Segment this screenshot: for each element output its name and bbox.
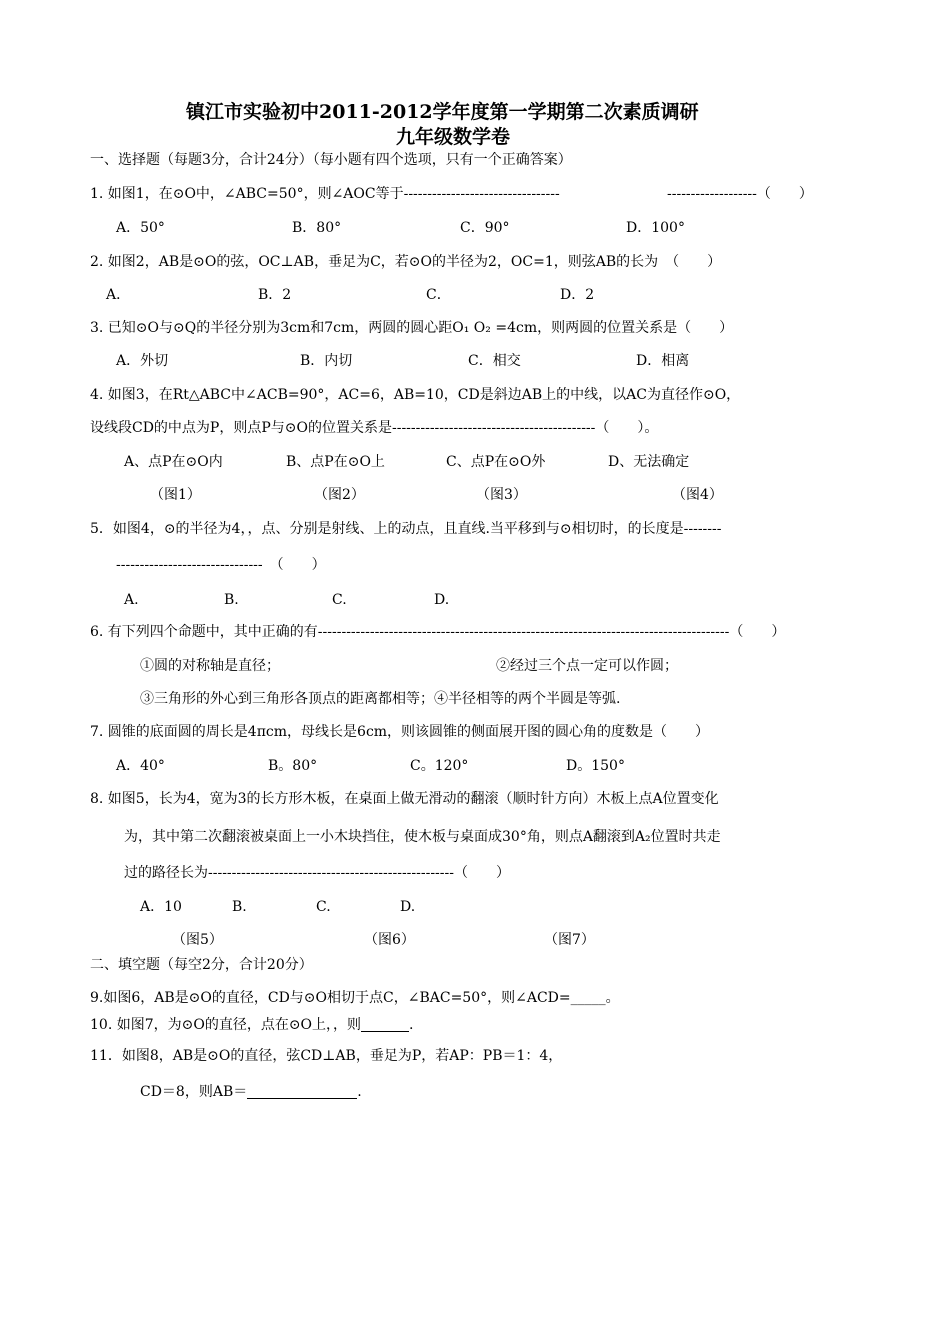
question-6-proposition-3-4: ③三角形的外心到三角形各顶点的距离都相等；④半径相等的两个半圆是等弧. xyxy=(140,691,621,707)
question-6-proposition-1: ①圆的对称轴是直径； xyxy=(140,658,280,674)
question-5-option-c: C. xyxy=(332,592,347,608)
question-7-option-c: C。120° xyxy=(410,758,469,774)
question-1-tail: -------------------（ ） xyxy=(667,186,813,202)
question-7-option-d: D。150° xyxy=(566,758,625,774)
question-3-option-d: D．相离 xyxy=(636,353,690,369)
question-2-option-c: C． xyxy=(426,287,451,303)
question-1-option-d: D．100° xyxy=(626,220,685,236)
question-1-option-c: C．90° xyxy=(460,220,510,236)
question-10-end: . xyxy=(409,1017,414,1033)
question-8-option-a: A．10 xyxy=(140,899,182,915)
question-6-stem: 6. 有下列四个命题中，其中正确的有---------------------------------------------------------------------------------------（ ） xyxy=(90,624,786,640)
question-10 xyxy=(90,1017,414,1032)
question-3-option-c: C．相交 xyxy=(468,353,521,369)
question-1-option-a: A．50° xyxy=(116,220,165,236)
question-9: 9.如图6，AB是⊙O的直径，CD与⊙O相切于点C，∠BAC=50°，则∠ACD=_____。 xyxy=(90,990,620,1006)
question-8-line3: 过的路径长为----------------------------------------------------（ ） xyxy=(124,865,510,881)
figure-6-label: （图6） xyxy=(364,932,415,948)
figure-2-label: （图2） xyxy=(314,487,365,503)
question-5-option-b: B. xyxy=(224,592,239,608)
figure-1-label: （图1） xyxy=(150,487,201,503)
question-7-stem: 7. 圆锥的底面圆的周长是4πcm，母线长是6cm，则该圆锥的侧面展开图的圆心角的度数是（ ） xyxy=(90,724,710,740)
answer-blank[interactable] xyxy=(247,1084,357,1099)
question-8-line2: 为，其中第二次翻滚被桌面上一小木块挡住，使木板与桌面成30°角，则点A翻滚到A₂位置时共走 xyxy=(124,829,721,845)
question-6-proposition-2: ②经过三个点一定可以作圆； xyxy=(496,658,678,674)
question-2-option-b: B．2 xyxy=(258,287,292,303)
question-4-line1: 4. 如图3，在Rt△ABC中∠ACB=90°，AC=6，AB=10，CD是斜边AB上的中线，以AC为直径作⊙O， xyxy=(90,387,741,403)
section-heading-fill-in: 二、填空题（每空2分，合计20分） xyxy=(90,957,313,973)
question-3-stem: 3. 已知⊙O与⊙Q的半径分别为3cm和7cm，两圆的圆心距O₁ O₂ =4cm，则两圆的位置关系是（ ） xyxy=(90,320,734,336)
question-5-option-d: D. xyxy=(434,592,450,608)
question-3-option-a: A．外切 xyxy=(116,353,169,369)
question-4-option-d: D、无法确定 xyxy=(608,454,690,470)
question-4-option-a: A、点P在⊙O内 xyxy=(124,454,223,470)
answer-blank[interactable] xyxy=(361,1017,409,1032)
figure-3-label: （图3） xyxy=(476,487,527,503)
section-heading-choice: 一、选择题（每题3分，合计24分）（每小题有四个选项，只有一个正确答案） xyxy=(90,152,572,168)
figure-4-label: （图4） xyxy=(672,487,723,503)
exam-subtitle: 九年级数学卷 xyxy=(396,126,511,148)
question-2-option-a: A． xyxy=(106,287,131,303)
question-8-line1: 8. 如图5，长为4，宽为3的长方形木板，在桌面上做无滑动的翻滚（顺时针方向）木板上点A位置变化 xyxy=(90,791,719,807)
question-8-option-b: B. xyxy=(232,899,247,915)
question-5-option-a: A. xyxy=(124,592,139,608)
question-5-line2: ------------------------------- （ ） xyxy=(116,557,326,573)
question-11-line1: 11．如图8，AB是⊙O的直径，弦CD⊥AB，垂足为P，若AP：PB＝1：4， xyxy=(90,1048,563,1064)
figure-7-label: （图7） xyxy=(544,932,595,948)
exam-title: 镇江市实验初中2011-2012学年度第一学期第二次素质调研 xyxy=(186,101,699,123)
question-7-option-b: B。80° xyxy=(268,758,318,774)
question-8-option-c: C. xyxy=(316,899,331,915)
question-3-option-b: B．内切 xyxy=(300,353,353,369)
question-11-line2 xyxy=(140,1084,362,1099)
question-11-end: . xyxy=(357,1084,362,1100)
question-4-option-c: C、点P在⊙O外 xyxy=(446,454,546,470)
question-4-line2: 设线段CD的中点为P，则点P与⊙O的位置关系是-------------------------------------------（ ）。 xyxy=(90,420,659,436)
question-7-option-a: A．40° xyxy=(116,758,165,774)
question-2-option-d: D．2 xyxy=(560,287,595,303)
question-10-text: 10. 如图7，为⊙O的直径，点在⊙O上，，则 xyxy=(90,1017,362,1033)
question-1-stem: 1. 如图1，在⊙O中，∠ABC=50°，则∠AOC等于--------------------------------- xyxy=(90,186,560,202)
question-1-option-b: B．80° xyxy=(292,220,342,236)
question-8-option-d: D. xyxy=(400,899,416,915)
question-4-option-b: B、点P在⊙O上 xyxy=(286,454,385,470)
question-11-text: CD＝8，则AB＝ xyxy=(140,1084,248,1100)
question-5-line1: 5．如图4，⊙的半径为4，，点、分别是射线、上的动点，且直线.当平移到与⊙相切时，的长度是-------- xyxy=(90,521,722,537)
question-2-stem: 2. 如图2，AB是⊙O的弦，OC⊥AB，垂足为C，若⊙O的半径为2，OC=1，则弦AB的长为 （ ） xyxy=(90,254,722,270)
figure-5-label: （图5） xyxy=(172,932,223,948)
